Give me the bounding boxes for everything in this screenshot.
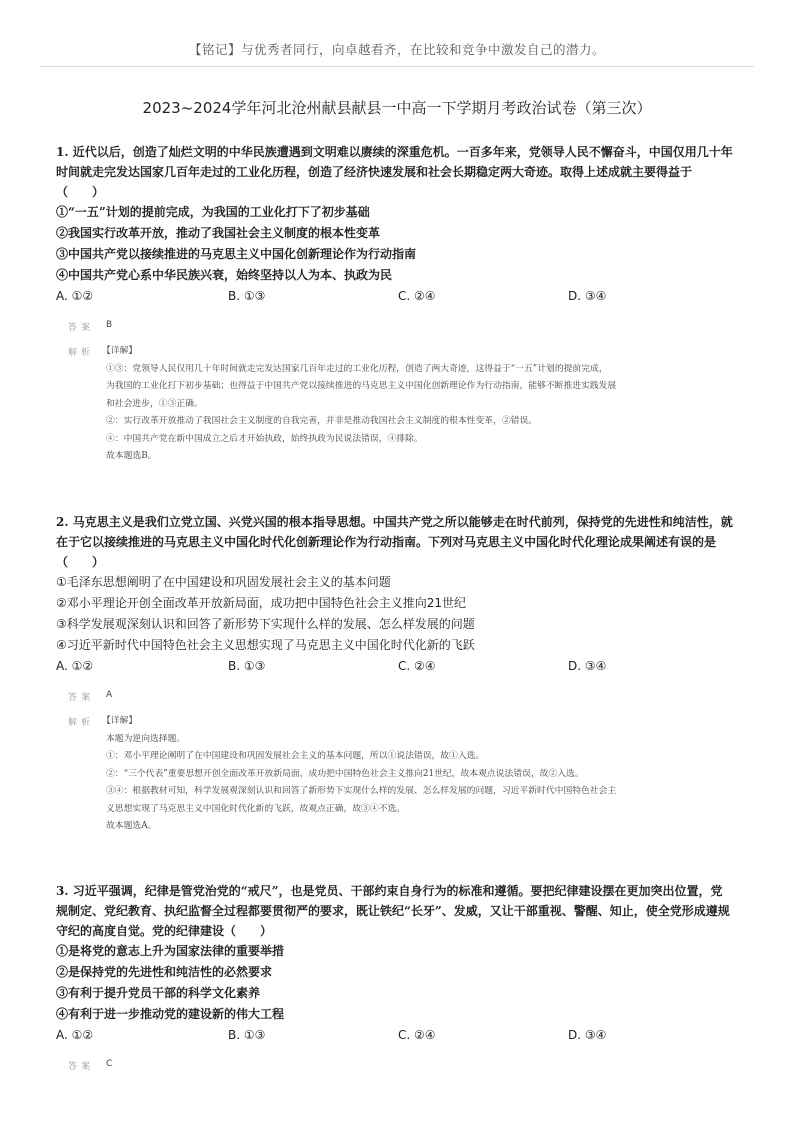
analysis-line: ①：邓小平理论阐明了在中国建设和巩固发展社会主义的基本问题，所以①说法错误，故①入选。 (106, 751, 485, 761)
analysis-line: 为我国的工业化打下初步基础；也得益于中国共产党以接续推进的马克思主义中国化创新理论作为行动指南，能够不断推进实践发展 (106, 381, 617, 391)
choice-d[interactable]: D. ③④ (568, 1028, 607, 1042)
analysis-heading: 【详解】 (102, 346, 138, 356)
statement-option-4: ④中国共产党心系中华民族兴衰，始终坚持以人为本、执政为民 (56, 268, 393, 282)
choice-a[interactable]: A. ①② (56, 1028, 94, 1042)
statement-option-1: ①是将党的意志上升为国家法律的重要举措 (56, 944, 285, 958)
analysis-heading: 【详解】 (102, 716, 138, 726)
statement-option-2: ②是保持党的先进性和纯洁性的必然要求 (56, 965, 273, 979)
analysis-line: ③④：根据教材可知，科学发展观深刻认识和回答了新形势下实现什么样的发展、怎么样发展的问题，习近平新时代中国特色社会主 (106, 786, 617, 796)
choice-b[interactable]: B. ①③ (228, 1028, 266, 1042)
analysis-line: ④：中国共产党在新中国成立之后才开始执政，始终执政为民说法错误，④排除。 (106, 433, 423, 444)
analysis-line: ②：“三个代表”重要思想开创全面改革开放新局面，成功把中国特色社会主义推向21世纪，故本观点说法错误，故②入选。 (106, 768, 584, 779)
analysis-label: 解析 (68, 348, 95, 358)
choice-c[interactable]: C. ②④ (398, 659, 436, 673)
answer-label: 答案 (68, 323, 95, 333)
answer-choices (56, 287, 746, 309)
analysis-line: 本题为逆向选择题。 (106, 733, 186, 744)
answer-row (56, 1056, 746, 1076)
question-stem-line: 1. 近代以后，创造了灿烂文明的中华民族遭遇到文明难以赓续的深重危机。一百多年来，党领导人民不懈奋斗，中国仅用几十年 (56, 145, 733, 159)
statement-option-2: ②邓小平理论开创全面改革开放新局面，成功把中国特色社会主义推向21世纪 (56, 596, 467, 610)
header-divider (40, 66, 754, 67)
question-1 (56, 142, 746, 466)
analysis-line: 故本题选B。 (106, 451, 157, 461)
question-stem-line: 3. 习近平强调，纪律是管党治党的“戒尺”，也是党员、干部约束自身行为的标准和遵循。要把纪律建设摆在更加突出位置，党 (56, 884, 723, 898)
page-title: 2023~2024学年河北沧州献县献县一中高一下学期月考政治试卷（第三次） (142, 99, 652, 117)
question-stem-line: 规制定、党纪教育、执纪监督全过程都要贯彻严的要求，既让铁纪“长牙”、发威，又让干部重视、警醒、知止，使全党形成遵规 (56, 904, 730, 918)
analysis-line: 故本题选A。 (106, 821, 157, 831)
answer-choices (56, 657, 746, 679)
choice-b[interactable]: B. ①③ (228, 289, 266, 303)
answer-value: C (106, 1059, 113, 1069)
question-3 (56, 881, 746, 1076)
analysis-line: 义思想实现了马克思主义中国化时代化新的飞跃，故观点正确，故③④不选。 (106, 803, 406, 814)
answer-label: 答案 (68, 693, 95, 703)
statement-option-4: ④有利于进一步推动党的建设新的伟大工程 (56, 1007, 285, 1021)
choice-a[interactable]: A. ①② (56, 659, 94, 673)
statement-option-3: ③中国共产党以接续推进的马克思主义中国化创新理论作为行动指南 (56, 247, 417, 261)
analysis-line: 和社会进步，①③正确。 (106, 398, 203, 409)
question-stem-line: 守纪的高度自觉。党的纪律建设（ ） (56, 924, 273, 938)
statement-option-2: ②我国实行改革开放，推动了我国社会主义制度的根本性变革 (56, 226, 381, 240)
answer-row (56, 687, 746, 707)
question-2 (56, 512, 746, 836)
question-stem-line: （ ） (56, 555, 105, 569)
statement-option-3: ③科学发展观深刻认识和回答了新形势下实现什么样的发展、怎么样发展的问题 (56, 617, 475, 631)
analysis-line: ②：实行改革开放推动了我国社会主义制度的自我完善，并非是推动我国社会主义制度的根本性变革，②错误。 (106, 416, 538, 426)
question-stem-line: （ ） (56, 185, 105, 199)
header-motto: 【铭记】与优秀者同行，向卓越看齐，在比较和竞争中激发自己的潜力。 (188, 42, 605, 57)
question-stem-line: 2. 马克思主义是我们立党立国、兴党兴国的根本指导思想。中国共产党之所以能够走在时代前列，保持党的先进性和纯洁性，就 (56, 515, 733, 529)
answer-value: A (106, 690, 113, 700)
choice-d[interactable]: D. ③④ (568, 289, 607, 303)
analysis-label: 解析 (68, 718, 95, 728)
statement-option-4: ④习近平新时代中国特色社会主义思想实现了马克思主义中国化时代化新的飞跃 (56, 638, 475, 652)
choice-a[interactable]: A. ①② (56, 289, 94, 303)
answer-value: B (106, 320, 113, 330)
question-stem-line: 在于它以接续推进的马克思主义中国化时代化创新理论作为行动指南。下列对马克思主义中国化时代化理论成果阐述有误的是 (56, 535, 717, 549)
choice-c[interactable]: C. ②④ (398, 1028, 436, 1042)
statement-option-3: ③有利于提升党员干部的科学文化素养 (56, 986, 261, 1000)
statement-option-1: ①“一五”计划的提前完成，为我国的工业化打下了初步基础 (56, 205, 370, 219)
choice-d[interactable]: D. ③④ (568, 659, 607, 673)
choice-b[interactable]: B. ①③ (228, 659, 266, 673)
analysis-section (56, 343, 746, 466)
answer-row (56, 317, 746, 337)
answer-label: 答案 (68, 1062, 95, 1072)
answer-choices (56, 1026, 746, 1048)
choice-c[interactable]: C. ②④ (398, 289, 436, 303)
analysis-line: ①③：党领导人民仅用几十年时间就走完发达国家几百年走过的工业化历程，创造了两大奇迹，这得益于“一五”计划的提前完成， (106, 363, 608, 374)
statement-option-1: ①毛泽东思想阐明了在中国建设和巩固发展社会主义的基本问题 (56, 575, 391, 589)
analysis-section (56, 713, 746, 836)
question-stem-line: 时间就走完发达国家几百年走过的工业化历程，创造了经济快速发展和社会长期稳定两大奇迹。取得上述成就主要得益于 (56, 165, 693, 179)
